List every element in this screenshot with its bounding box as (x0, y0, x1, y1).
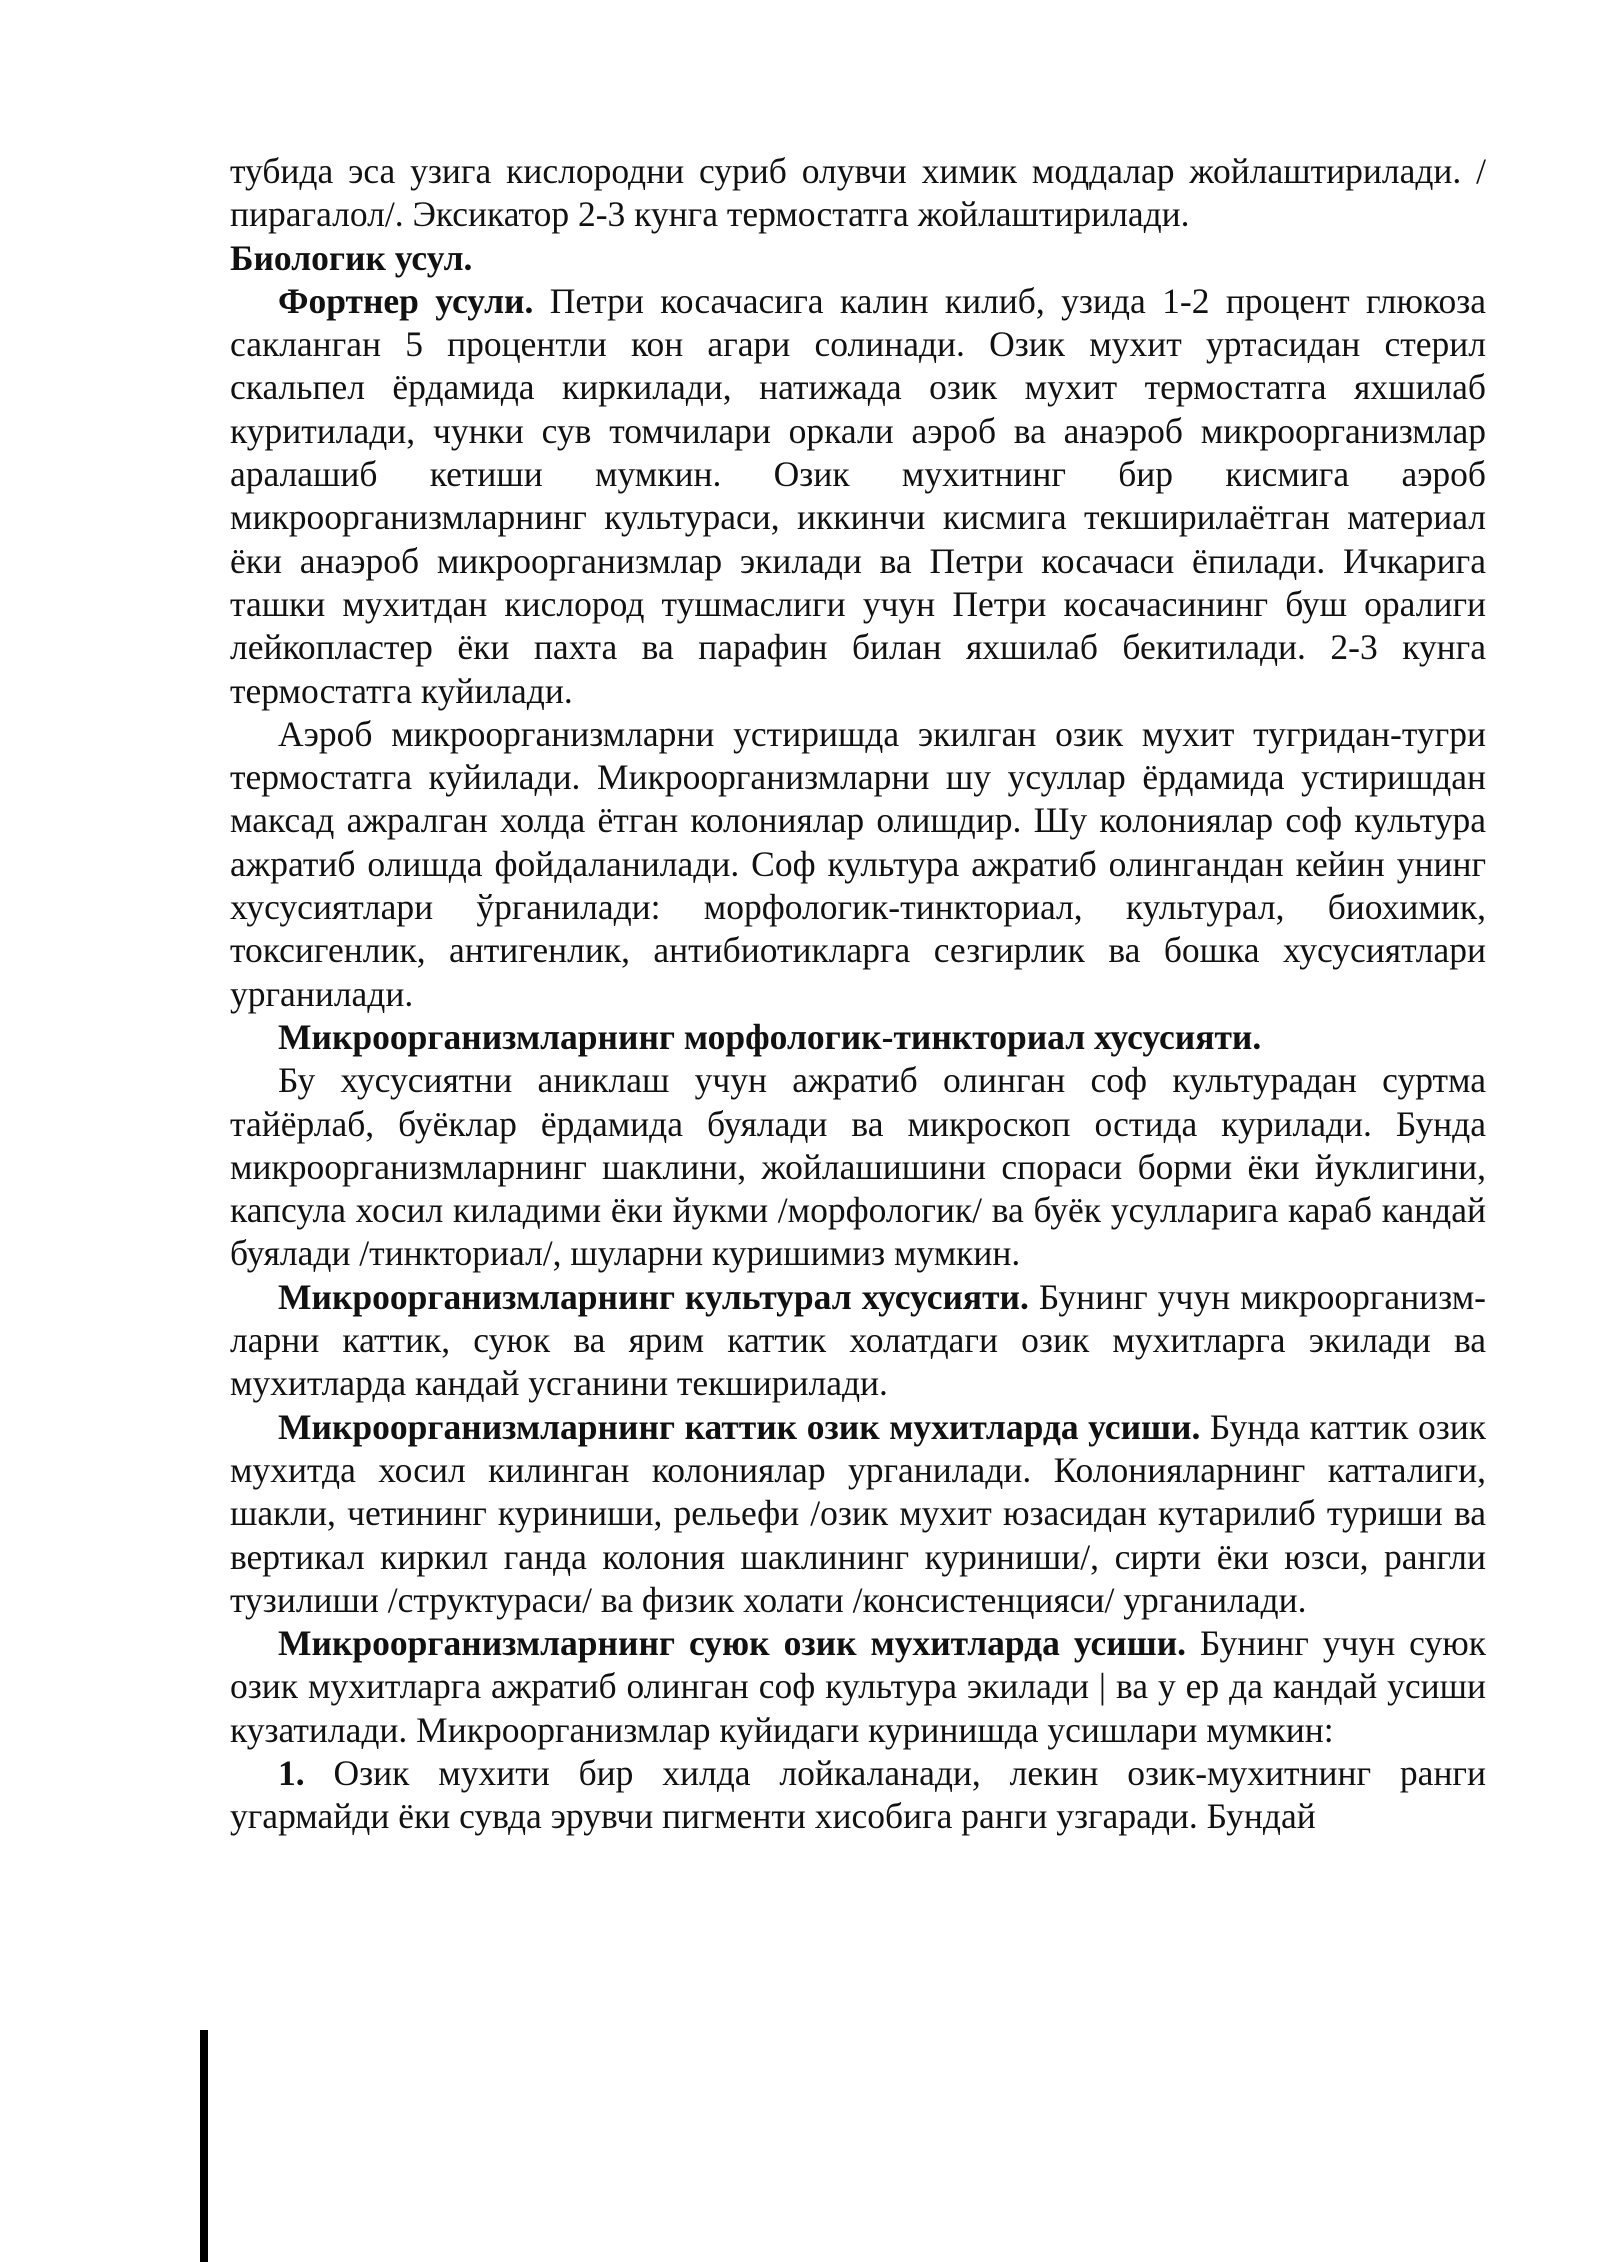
paragraph-lead-liquid-media: Микроорганизмларнинг суюк озик мухитларда усиши. (278, 1623, 1187, 1664)
paragraph-continued: тубида эса узига кислородни суриб олувчи химик моддалар жойлаштирилади. /пирагалол/. Эксикатор 2-3 кунга термостатга жойлаштирилади. (230, 151, 1486, 235)
paragraph-solid-media-growth (230, 1406, 1486, 1622)
paragraph-body-cultural: Бунинг учун микроорганизм-ларни каттик, суюк ва ярим каттик холатдаги озик мухитларга экилади ва мухитларда кандай усганини текширилади. (230, 1276, 1486, 1404)
paragraph-cultural-properties (230, 1276, 1486, 1406)
section-heading-morphology: Микроорганизмларнинг морфологик-тинкториал хусусияти. (278, 1016, 1262, 1057)
list-item-number: 1. (278, 1752, 305, 1793)
paragraph-body-fortner: Петри косачасига калин килиб, узида 1-2 процент глюкоза сакланган 5 процентли кон агари солинади. Озик мухит уртасидан стерил скальпел ёрдамида киркилади, натижада озик мухит термостатга яхшилаб куритилади, чунки сув томчилари оркали аэроб ва анаэроб микроорганизмлар аралашиб кетиши мумкин. Озик мухитнинг бир кисмига аэроб микроорганизмларнинг культураси, иккинчи кисмига текширилаётган материал ёки анаэроб микроорганизмлар экилади ва Петри косачаси ёпилади. Ичкарига ташки мухитдан кислород тушмаслиги учун Петри косачасининг буш оралиги лейкопластер ёки пахта ва парафин билан яхшилаб бекитилади. 2-3 кунга термостатга куйилади. (230, 280, 1487, 711)
document-page (230, 150, 1486, 1839)
paragraph-lead-fortner: Фортнер усули. (278, 280, 534, 321)
list-item-text: Озик мухити бир хилда лойкаланади, лекин озик-мухитнинг ранги угармайди ёки сувда эрувчи пигменти хисобига ранги узгаради. Бундай (230, 1752, 1486, 1837)
paragraph-liquid-media-growth (230, 1622, 1486, 1752)
margin-scan-bar (200, 2030, 208, 2262)
paragraph-fortner-method (230, 280, 1486, 713)
paragraph-body-solid-media: Бунда каттик озик мухитда хосил килинган колониялар урганилади. Колонияларнинг катталиги, шакли, четининг куриниши, рельефи /озик мухит юзасидан кутарилиб туриши ва вертикал киркил ганда колония шаклининг куриниши/, сирти ёки юзси, рангли тузилиши /структураси/ ва физик холати /консистенцияси/ урганилади. (230, 1406, 1486, 1620)
paragraph-lead-solid-media: Микроорганизмларнинг каттик озик мухитларда усиши. (278, 1406, 1201, 1447)
paragraph-morphology: Бу хусусиятни аниклаш учун ажратиб олинган соф культурадан суртма тайёрлаб, буёклар ёрдамида буялади ва микроскоп остида курилади. Бунда микроорганизмларнинг шаклини, жойлашишини спораси борми ёки йуклигини, капсула хосил киладими ёки йукми /морфологик/ ва буёк усулларига караб кандай буялади /тинкториал/, шуларни куришимиз мумкин. (230, 1060, 1486, 1274)
paragraph-lead-cultural: Микроорганизмларнинг культурал хусусияти. (278, 1276, 1029, 1317)
paragraph-aerobic-growth: Аэроб микроорганизмларни устиришда экилган озик мухит тугридан-тугри термостатга куйилади. Микроорганизмларни шу усуллар ёрдамида устиришдан максад ажралган холда ётган колониялар олишдир. Шу колониялар соф культура ажратиб олишда фойдаланилади. Соф культура ажратиб олингандан кейин унинг хусусиятлари ўрганилади: морфологик-тинкториал, культурал, биохимик, токсигенлик, антигенлик, антибиотикларга сезгирлик ва бошка хусусиятлари урганилади. (230, 713, 1486, 1014)
list-item-1 (230, 1752, 1486, 1839)
paragraph-body-liquid-media: Бунинг учун суюк озик мухитларга ажратиб олинган соф культура экилади | ва у ер да кандай усиши кузатилади. Микроорганизмлар куйидаги куринишда усишлари мумкин: (230, 1623, 1486, 1750)
section-heading-biological-method: Биологик усул. (230, 237, 473, 278)
